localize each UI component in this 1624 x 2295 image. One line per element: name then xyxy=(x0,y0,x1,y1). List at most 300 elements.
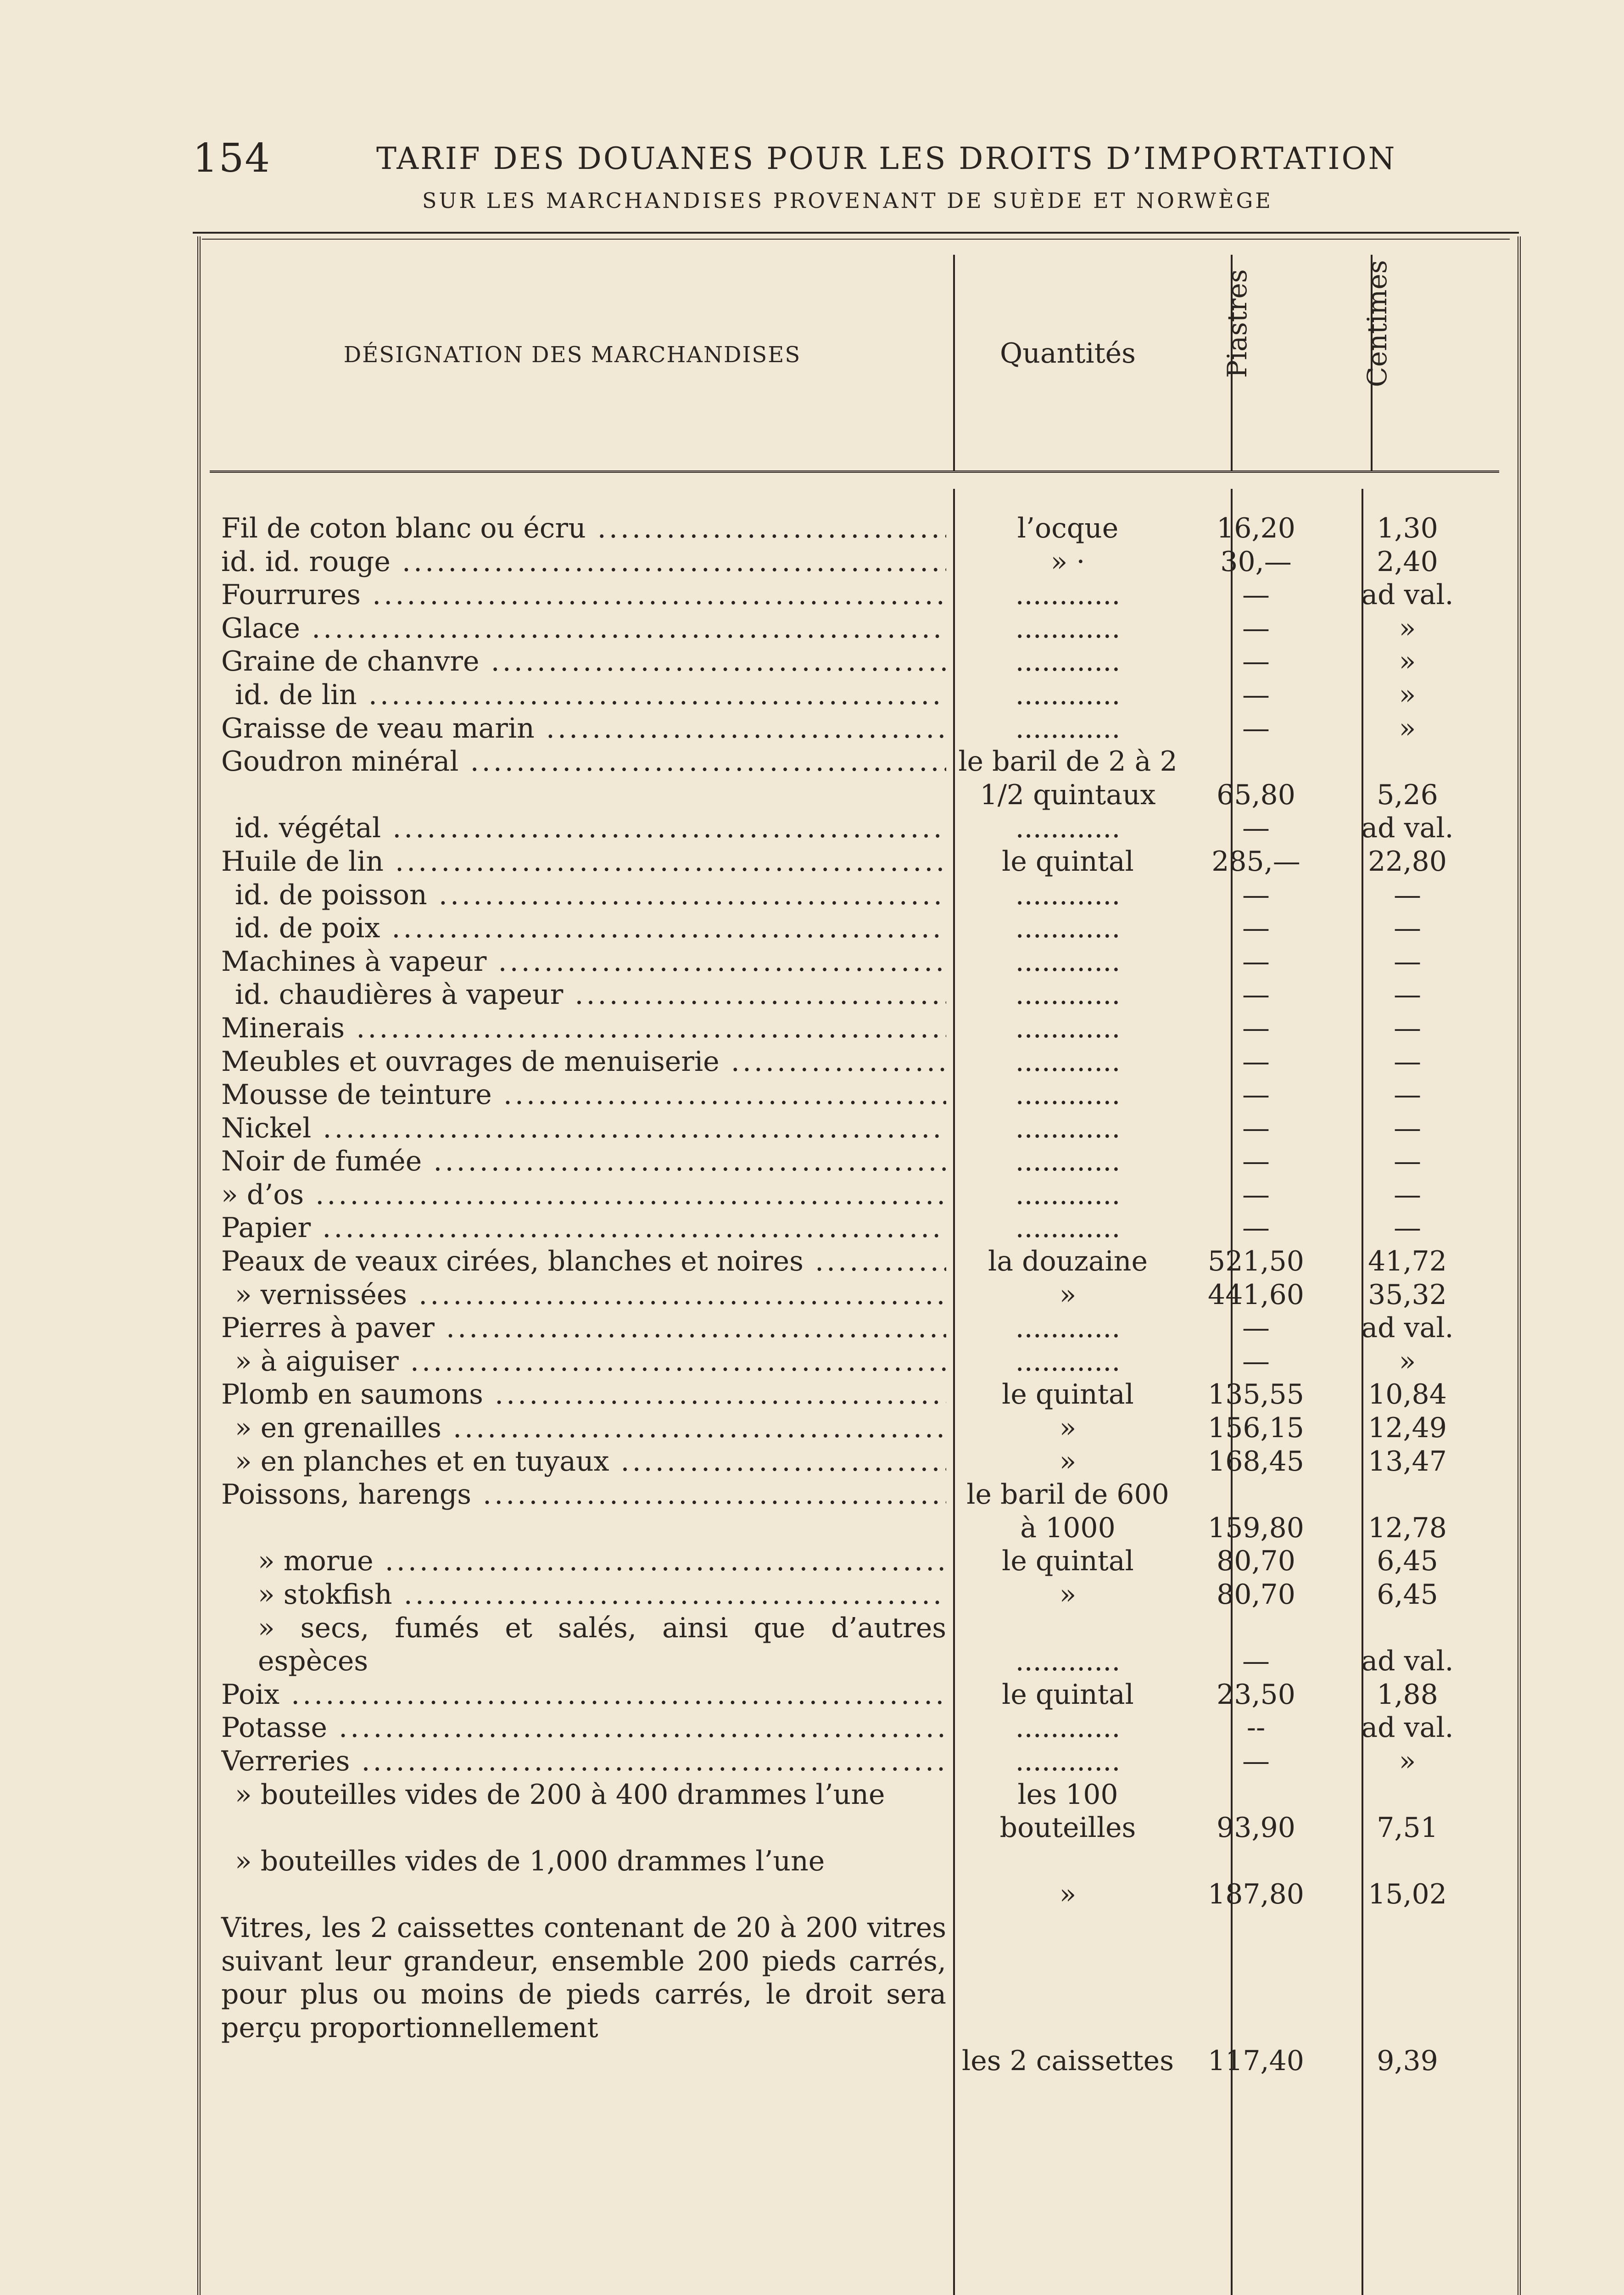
centimes-value: 7,51 xyxy=(1377,1812,1438,1844)
cell-centimes xyxy=(1329,712,1485,745)
centimes-value: 13,47 xyxy=(1368,1445,1447,1478)
cell-quantite xyxy=(958,578,1178,612)
quantite-text: » xyxy=(1059,1445,1077,1478)
piastres-value: — xyxy=(1242,945,1270,978)
cell-quantite xyxy=(958,745,1178,812)
piastres-value: 168,45 xyxy=(1208,1445,1304,1478)
piastres-value: 93,90 xyxy=(1217,1812,1295,1844)
cell-quantite xyxy=(958,1178,1178,1212)
quantite-text: » xyxy=(1059,1878,1077,1911)
cell-quantite xyxy=(958,912,1178,945)
cell-centimes xyxy=(1329,1311,1485,1345)
designation-text: Glace ..... xyxy=(221,612,946,645)
cell-quantite xyxy=(958,1745,1178,1778)
table-row xyxy=(201,1012,1513,1045)
table-row xyxy=(201,1145,1513,1178)
cell-quantite xyxy=(958,1245,1178,1278)
designation-text: » en planches et en tuyaux ..... xyxy=(221,1445,946,1478)
quantite-text: les 100 bouteilles xyxy=(999,1778,1136,1844)
designation-text: Mousse de teinture ..... xyxy=(221,1078,946,1112)
centimes-value: ad val. xyxy=(1361,579,1454,611)
cell-centimes xyxy=(1329,1245,1485,1278)
cell-piastres xyxy=(1187,1345,1325,1378)
table-row xyxy=(201,1678,1513,1712)
table-row xyxy=(201,1278,1513,1312)
designation-text: Poissons, harengs ..... xyxy=(221,1478,946,1511)
cell-centimes xyxy=(1329,1345,1485,1378)
designation-text: Papier ..... xyxy=(221,1211,946,1245)
cell-designation xyxy=(221,812,946,845)
cell-centimes xyxy=(1329,1045,1485,1079)
centimes-value: — xyxy=(1394,1045,1421,1078)
cell-quantite xyxy=(958,1845,1178,1911)
cell-piastres xyxy=(1187,1612,1325,1678)
quantite-text: ............ xyxy=(1015,645,1121,678)
cell-centimes xyxy=(1329,1745,1485,1778)
quantite-text: ............ xyxy=(1015,579,1121,611)
cell-piastres xyxy=(1187,1045,1325,1079)
piastres-value: — xyxy=(1242,1212,1270,1244)
cell-designation xyxy=(221,645,946,678)
centimes-value: 41,72 xyxy=(1368,1245,1447,1278)
header-centimes: Centimes xyxy=(1362,260,1393,387)
frame-top-rule xyxy=(193,232,1519,234)
table-row xyxy=(201,1411,1513,1445)
quantite-text: le baril de 600 à 1000 xyxy=(966,1478,1169,1544)
cell-quantite xyxy=(958,1311,1178,1345)
quantite-text: ............ xyxy=(1015,1312,1121,1344)
cell-designation xyxy=(221,1278,946,1312)
designation-text: id. de lin ..... xyxy=(221,678,946,712)
piastres-value: — xyxy=(1242,1079,1270,1111)
quantite-text: le quintal xyxy=(1002,1378,1134,1411)
cell-piastres xyxy=(1187,612,1325,645)
quantite-text: le baril de 2 à 2 1/2 quintaux xyxy=(958,745,1178,811)
designation-text: Graisse de veau marin ..... xyxy=(221,712,946,745)
cell-designation xyxy=(221,712,946,745)
cell-piastres xyxy=(1187,745,1325,812)
designation-text: » vernissées ..... xyxy=(221,1278,946,1312)
centimes-value: 6,45 xyxy=(1377,1579,1438,1611)
cell-quantite xyxy=(958,978,1178,1012)
table-row xyxy=(201,1545,1513,1578)
quantite-text: ............ xyxy=(1015,1079,1121,1111)
designation-text: » stokfish ..... xyxy=(221,1578,946,1612)
quantite-text: l’ocque xyxy=(1017,512,1119,544)
table-row xyxy=(201,1245,1513,1278)
table-row xyxy=(201,1378,1513,1411)
piastres-value: 441,60 xyxy=(1208,1278,1304,1311)
cell-piastres xyxy=(1187,1845,1325,1911)
cell-designation xyxy=(221,1745,946,1778)
cell-centimes xyxy=(1329,912,1485,945)
piastres-value: 80,70 xyxy=(1217,1579,1295,1611)
piastres-value: — xyxy=(1242,812,1270,845)
centimes-value: — xyxy=(1394,1145,1421,1178)
cell-quantite xyxy=(958,1345,1178,1378)
centimes-value: » xyxy=(1399,678,1416,711)
cell-designation xyxy=(221,1045,946,1079)
cell-quantite xyxy=(958,1578,1178,1612)
cell-centimes xyxy=(1329,879,1485,912)
table-row xyxy=(201,545,1513,579)
table-row xyxy=(201,612,1513,645)
cell-centimes xyxy=(1329,1612,1485,1678)
table-row xyxy=(201,1045,1513,1079)
cell-centimes xyxy=(1329,845,1485,879)
piastres-value: — xyxy=(1242,612,1270,644)
cell-centimes xyxy=(1329,578,1485,612)
piastres-value: 30,— xyxy=(1220,545,1292,578)
table-row xyxy=(201,745,1513,812)
cell-designation xyxy=(221,1911,946,2078)
table-row xyxy=(201,1445,1513,1478)
cell-quantite xyxy=(958,1711,1178,1745)
table-row xyxy=(201,712,1513,745)
page-subtitle: SUR LES MARCHANDISES PROVENANT DE SUÈDE ET NORWÈGE xyxy=(422,188,1273,213)
quantite-text: ............ xyxy=(1015,1145,1121,1178)
cell-piastres xyxy=(1187,845,1325,879)
table-row xyxy=(201,1612,1513,1678)
table-row xyxy=(201,1211,1513,1245)
col-rule-pia-head xyxy=(1231,255,1233,470)
cell-piastres xyxy=(1187,512,1325,545)
designation-text: » bouteilles vides de 1,000 drammes l’une xyxy=(235,1845,825,1877)
piastres-value: — xyxy=(1242,645,1270,678)
cell-quantite xyxy=(958,1478,1178,1545)
cell-piastres xyxy=(1187,1145,1325,1178)
designation-text: » secs, fumés et salés, ainsi que d’autres espèces xyxy=(258,1612,946,1678)
centimes-value: 9,39 xyxy=(1377,2045,1438,2077)
cell-piastres xyxy=(1187,1211,1325,1245)
cell-centimes xyxy=(1329,1578,1485,1612)
piastres-value: 285,— xyxy=(1211,845,1300,878)
cell-centimes xyxy=(1329,1145,1485,1178)
cell-designation xyxy=(221,912,946,945)
cell-designation xyxy=(221,1845,946,1911)
cell-quantite xyxy=(958,645,1178,678)
page-header xyxy=(193,135,1432,186)
designation-text: id. végétal ..... xyxy=(221,812,946,845)
cell-centimes xyxy=(1329,612,1485,645)
quantite-text: ............ xyxy=(1015,1178,1121,1211)
cell-quantite xyxy=(958,845,1178,879)
cell-centimes xyxy=(1329,1378,1485,1411)
cell-designation xyxy=(221,1445,946,1478)
cell-piastres xyxy=(1187,1078,1325,1112)
cell-designation xyxy=(221,578,946,612)
cell-designation xyxy=(221,545,946,579)
table-row xyxy=(201,1778,1513,1845)
table-row xyxy=(201,812,1513,845)
cell-quantite xyxy=(958,1211,1178,1245)
piastres-value: 187,80 xyxy=(1208,1878,1304,1911)
cell-piastres xyxy=(1187,1745,1325,1778)
centimes-value: ad val. xyxy=(1361,1645,1454,1678)
cell-centimes xyxy=(1329,1411,1485,1445)
table-body xyxy=(201,512,1513,2078)
quantite-text: » xyxy=(1059,1278,1077,1311)
table-row xyxy=(201,1478,1513,1545)
cell-centimes xyxy=(1329,978,1485,1012)
quantite-text: ............ xyxy=(1015,712,1121,744)
cell-designation xyxy=(221,1012,946,1045)
quantite-text: ............ xyxy=(1015,1712,1121,1744)
designation-text: Fil de coton blanc ou écru ..... xyxy=(221,512,946,545)
designation-text: Noir de fumée ..... xyxy=(221,1145,946,1178)
quantite-text: ............ xyxy=(1015,1212,1121,1244)
cell-designation xyxy=(221,1311,946,1345)
cell-piastres xyxy=(1187,978,1325,1012)
designation-text: » en grenailles ..... xyxy=(221,1411,946,1445)
quantite-text: les 2 caissettes xyxy=(962,2045,1174,2077)
cell-designation xyxy=(221,1478,946,1545)
designation-text: id. id. rouge ..... xyxy=(221,545,946,579)
cell-piastres xyxy=(1187,1711,1325,1745)
piastres-value: — xyxy=(1242,1112,1270,1144)
designation-text: Goudron minéral ..... xyxy=(221,745,946,778)
quantite-text: ............ xyxy=(1015,945,1121,978)
cell-centimes xyxy=(1329,645,1485,678)
centimes-value: 1,30 xyxy=(1377,512,1438,544)
centimes-value: » xyxy=(1399,645,1416,678)
piastres-value: 156,15 xyxy=(1208,1412,1304,1444)
quantite-text: » xyxy=(1059,1579,1077,1611)
tariff-table xyxy=(197,236,1521,2295)
table-row xyxy=(201,645,1513,678)
cell-designation xyxy=(221,1112,946,1145)
designation-text: Minerais ..... xyxy=(221,1012,946,1045)
cell-designation xyxy=(221,512,946,545)
piastres-value: 159,80 xyxy=(1208,1511,1304,1544)
cell-quantite xyxy=(958,1378,1178,1411)
page-number: 154 xyxy=(193,135,271,181)
centimes-value: 1,88 xyxy=(1377,1678,1438,1711)
quantite-text: ............ xyxy=(1015,812,1121,845)
quantite-text: ............ xyxy=(1015,1012,1121,1044)
cell-centimes xyxy=(1329,678,1485,712)
cell-piastres xyxy=(1187,879,1325,912)
cell-centimes xyxy=(1329,1911,1485,2078)
cell-piastres xyxy=(1187,1012,1325,1045)
centimes-value: 12,49 xyxy=(1368,1412,1447,1444)
designation-text: Pierres à paver ..... xyxy=(221,1311,946,1345)
table-row xyxy=(201,1711,1513,1745)
cell-quantite xyxy=(958,1278,1178,1312)
quantite-text: ............ xyxy=(1015,1745,1121,1777)
cell-piastres xyxy=(1187,712,1325,745)
piastres-value: 135,55 xyxy=(1208,1378,1304,1411)
designation-text: Vitres, les 2 caissettes contenant de 20 à 200 vitres suivant leur grandeur, ensemble 200 pieds carrés, pour plus ou moins de pieds carrés, le droit sera perçu proportionnellement xyxy=(221,1911,946,2044)
cell-piastres xyxy=(1187,545,1325,579)
cell-piastres xyxy=(1187,1278,1325,1312)
designation-text: Plomb en saumons ..... xyxy=(221,1378,946,1411)
cell-centimes xyxy=(1329,1211,1485,1245)
cell-centimes xyxy=(1329,1778,1485,1845)
cell-centimes xyxy=(1329,1012,1485,1045)
piastres-value: — xyxy=(1242,1012,1270,1044)
centimes-value: — xyxy=(1394,1212,1421,1244)
piastres-value: — xyxy=(1242,579,1270,611)
piastres-value: — xyxy=(1242,1312,1270,1344)
designation-text: » bouteilles vides de 200 à 400 drammes l’une xyxy=(235,1778,885,1811)
cell-centimes xyxy=(1329,812,1485,845)
quantite-text: » xyxy=(1059,1412,1077,1444)
cell-piastres xyxy=(1187,1445,1325,1478)
centimes-value: ad val. xyxy=(1361,812,1454,845)
designation-text: id. de poisson ..... xyxy=(221,879,946,912)
centimes-value: » xyxy=(1399,712,1416,744)
cell-quantite xyxy=(958,1612,1178,1678)
centimes-value: » xyxy=(1399,1745,1416,1777)
cell-quantite xyxy=(958,1911,1178,2078)
centimes-value: ad val. xyxy=(1361,1312,1454,1344)
designation-text: » morue ..... xyxy=(221,1545,946,1578)
cell-centimes xyxy=(1329,1678,1485,1712)
quantite-text: ............ xyxy=(1015,1345,1121,1377)
piastres-value: 80,70 xyxy=(1217,1545,1295,1578)
cell-designation xyxy=(221,1778,946,1845)
designation-text: Fourrures ..... xyxy=(221,578,946,612)
piastres-value: — xyxy=(1242,879,1270,911)
cell-designation xyxy=(221,1711,946,1745)
quantite-text: ............ xyxy=(1015,1045,1121,1078)
cell-quantite xyxy=(958,712,1178,745)
piastres-value: — xyxy=(1242,1345,1270,1377)
table-row xyxy=(201,1845,1513,1911)
centimes-value: 12,78 xyxy=(1368,1511,1447,1544)
cell-quantite xyxy=(958,1145,1178,1178)
cell-quantite xyxy=(958,1012,1178,1045)
piastres-value: — xyxy=(1242,1645,1270,1678)
table-row xyxy=(201,912,1513,945)
col-rule-cen-head xyxy=(1371,255,1373,470)
designation-text: Machines à vapeur ..... xyxy=(221,945,946,979)
cell-piastres xyxy=(1187,1378,1325,1411)
table-row xyxy=(201,678,1513,712)
designation-text: » à aiguiser ..... xyxy=(221,1345,946,1378)
cell-piastres xyxy=(1187,1411,1325,1445)
cell-designation xyxy=(221,945,946,979)
quantite-text: ............ xyxy=(1015,879,1121,911)
cell-centimes xyxy=(1329,1478,1485,1545)
cell-piastres xyxy=(1187,1578,1325,1612)
cell-designation xyxy=(221,1612,946,1678)
designation-text: id. chaudières à vapeur ..... xyxy=(221,978,946,1012)
table-row xyxy=(201,945,1513,979)
cell-piastres xyxy=(1187,645,1325,678)
cell-piastres xyxy=(1187,1178,1325,1212)
centimes-value: — xyxy=(1394,1012,1421,1044)
cell-piastres xyxy=(1187,1678,1325,1712)
centimes-value: 10,84 xyxy=(1368,1378,1447,1411)
centimes-value: 35,32 xyxy=(1368,1278,1447,1311)
cell-quantite xyxy=(958,678,1178,712)
quantite-text: ............ xyxy=(1015,1645,1121,1678)
cell-centimes xyxy=(1329,1278,1485,1312)
cell-designation xyxy=(221,1345,946,1378)
centimes-value: — xyxy=(1394,1079,1421,1111)
cell-quantite xyxy=(958,1778,1178,1845)
quantite-text: ............ xyxy=(1015,678,1121,711)
cell-centimes xyxy=(1329,545,1485,579)
designation-text: Poix ..... xyxy=(221,1678,946,1712)
header-piastres: Piastres xyxy=(1222,269,1253,378)
cell-quantite xyxy=(958,1112,1178,1145)
table-row xyxy=(201,879,1513,912)
table-row xyxy=(201,1078,1513,1112)
cell-piastres xyxy=(1187,1545,1325,1578)
cell-piastres xyxy=(1187,1311,1325,1345)
cell-piastres xyxy=(1187,1112,1325,1145)
piastres-value: 521,50 xyxy=(1208,1245,1304,1278)
centimes-value: — xyxy=(1394,1178,1421,1211)
cell-designation xyxy=(221,1178,946,1212)
cell-piastres xyxy=(1187,678,1325,712)
table-row xyxy=(201,1578,1513,1612)
cell-quantite xyxy=(958,612,1178,645)
table-row xyxy=(201,845,1513,879)
piastres-value: 117,40 xyxy=(1208,2045,1304,2077)
piastres-value: — xyxy=(1242,712,1270,744)
cell-quantite xyxy=(958,1078,1178,1112)
cell-designation xyxy=(221,1545,946,1578)
cell-centimes xyxy=(1329,1445,1485,1478)
cell-designation xyxy=(221,1211,946,1245)
cell-designation xyxy=(221,745,946,812)
table-row xyxy=(201,1345,1513,1378)
piastres-value: — xyxy=(1242,1145,1270,1178)
piastres-value: — xyxy=(1242,912,1270,945)
table-row xyxy=(201,1745,1513,1778)
designation-text: Nickel ..... xyxy=(221,1112,946,1145)
piastres-value: 23,50 xyxy=(1217,1678,1295,1711)
centimes-value: — xyxy=(1394,879,1421,911)
cell-centimes xyxy=(1329,1711,1485,1745)
centimes-value: » xyxy=(1399,612,1416,644)
cell-quantite xyxy=(958,945,1178,979)
table-row xyxy=(201,578,1513,612)
quantite-text: le quintal xyxy=(1002,845,1134,878)
cell-quantite xyxy=(958,1445,1178,1478)
cell-centimes xyxy=(1329,1545,1485,1578)
header-quantites: Quantités xyxy=(1000,337,1136,369)
designation-text: » d’os ..... xyxy=(221,1178,946,1212)
cell-centimes xyxy=(1329,1178,1485,1212)
cell-quantite xyxy=(958,512,1178,545)
quantite-text: le quintal xyxy=(1002,1678,1134,1711)
centimes-value: — xyxy=(1394,1112,1421,1144)
cell-piastres xyxy=(1187,1245,1325,1278)
piastres-value: — xyxy=(1242,1178,1270,1211)
quantite-text: ............ xyxy=(1015,912,1121,945)
cell-centimes xyxy=(1329,745,1485,812)
cell-quantite xyxy=(958,1411,1178,1445)
cell-centimes xyxy=(1329,945,1485,979)
designation-text: Peaux de veaux cirées, blanches et noires ..... xyxy=(221,1245,946,1278)
table-row xyxy=(201,1178,1513,1212)
piastres-value: 16,20 xyxy=(1217,512,1295,544)
cell-piastres xyxy=(1187,1478,1325,1545)
designation-text: id. de poix ..... xyxy=(221,912,946,945)
centimes-value: — xyxy=(1394,979,1421,1011)
cell-designation xyxy=(221,1145,946,1178)
cell-designation xyxy=(221,612,946,645)
header-divider xyxy=(210,470,1499,473)
quantite-text: ............ xyxy=(1015,979,1121,1011)
designation-text: Meubles et ouvrages de menuiserie ..... xyxy=(221,1045,946,1079)
cell-quantite xyxy=(958,545,1178,579)
